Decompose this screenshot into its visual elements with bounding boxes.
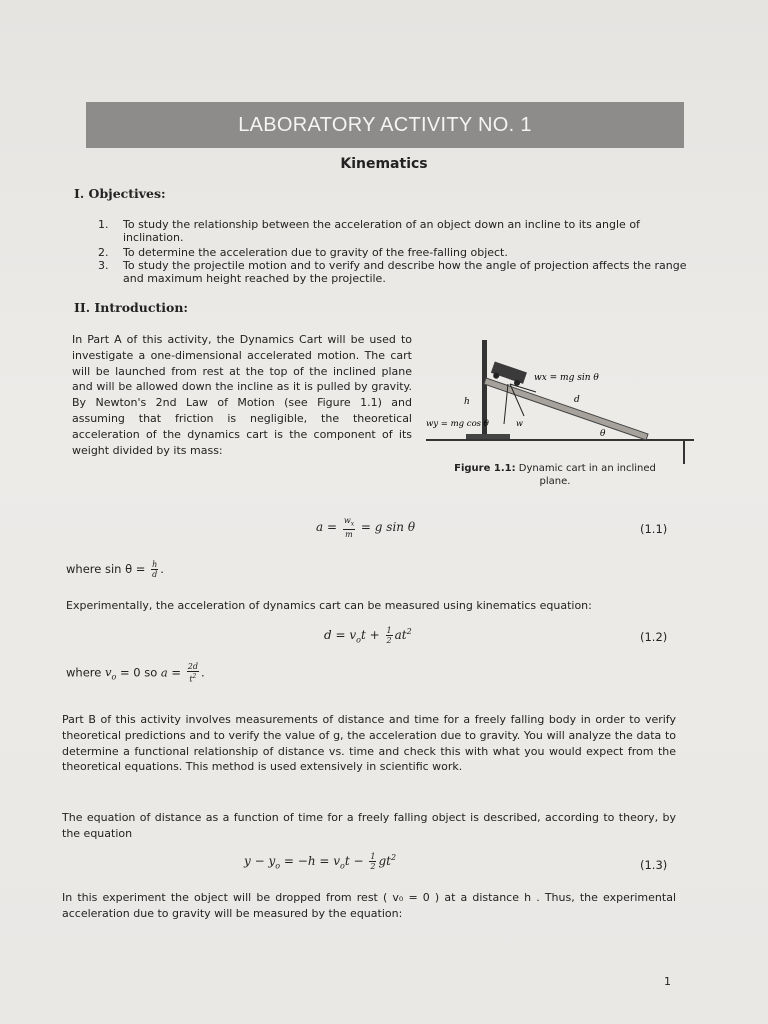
equation-1-2: $d = v_ot$ + $\frac{1}{2}$ $at^2$ xyxy=(324,626,412,645)
where-v0-prefix: where xyxy=(66,665,102,680)
intro-paragraph-2: Experimentally, the acceleration of dynamics cart can be measured using kinematics equation: xyxy=(66,599,592,612)
equation-1-2-number: (1.2) xyxy=(640,630,668,644)
intro-paragraph-1: In Part A of this activity, the Dynamics Cart will be used to investigate a one-dimensional accelerated motion. The cart will be launched from rest at the top of the inclined plane and will be allowed down the incline as it is pulled by gravity. By Newton's 2nd Law of Motion (see Figure 1.1) and assuming that friction is negligible, the theoretical acceleration of the dynamics cart is the component of its weight divided by its mass: xyxy=(72,333,412,457)
objective-number: 1. xyxy=(98,218,109,231)
intro-paragraph-3: Part B of this activity involves measurements of distance and time for a freely falling body in order to verify theoretical predictions and to verify the value of g, the acceleration due to gravity. You will analyze the data to determine a functional relationship of distance vs. time and check this with what you would expect from the theoretical equations. This method is used extensively in scientific work. xyxy=(62,713,676,774)
introduction-heading: II. Introduction: xyxy=(74,300,189,315)
label-w: w xyxy=(516,419,523,428)
figure-caption-text: Dynamic cart in an inclined plane. xyxy=(515,463,656,487)
equation-1-1-tail: = g sin θ xyxy=(360,519,416,534)
intro-paragraph-4: The equation of distance as a function of time for a freely falling object is described, according to theory, by the equation xyxy=(62,811,676,840)
equation-1-1-number: (1.1) xyxy=(640,522,668,536)
intro-paragraph-5: In this experiment the object will be dropped from rest ( v₀ = 0 ) at a distance h . Thus, the experimental acceleration due to gravity will be measured by the equation: xyxy=(62,891,676,920)
where-sin-theta: where sin θ = $\frac{h}{d}$ . xyxy=(66,560,164,579)
label-d: d xyxy=(574,395,580,405)
figure-caption xyxy=(440,462,670,488)
inclined-track xyxy=(484,378,648,440)
topic-title: Kinematics xyxy=(340,156,428,172)
where-sin-theta-prefix: where sin θ = xyxy=(66,562,146,576)
objective-text: To study the relationship between the acceleration of an object down an incline to its angle of inclination. xyxy=(123,218,640,244)
equation-1-3-number: (1.3) xyxy=(640,858,668,872)
where-v0: where $v_o = 0$ so a = $\frac{2d}{t^2}$ . xyxy=(66,662,205,684)
page-number: 1 xyxy=(664,975,671,988)
label-h: h xyxy=(464,397,470,407)
objectives-heading: I. Objectives: xyxy=(74,186,166,201)
lab-title: LABORATORY ACTIVITY NO. 1 xyxy=(238,113,532,136)
objective-number: 2. xyxy=(98,246,109,259)
label-wy: wy = mg cos θ xyxy=(426,419,489,429)
objective-number: 3. xyxy=(98,259,109,272)
equation-1-1: a = $\frac{w_x}{m}$ = g sin θ xyxy=(316,516,416,539)
incline-figure xyxy=(426,336,696,466)
equation-1-3: $y - y_o = -h = v_ot$ − $\frac{1}{2}$ $gt^2$ xyxy=(244,852,397,871)
label-theta: θ xyxy=(600,429,606,439)
objective-text: To determine the acceleration due to gravity of the free-falling object. xyxy=(123,246,508,259)
label-wx: wx = mg sin θ xyxy=(534,373,599,383)
objective-text: To study the projectile motion and to verify and describe how the angle of projection affects the range and maximum height reached by the projectile. xyxy=(123,259,687,285)
figure-caption-label: Figure 1.1: xyxy=(454,463,516,474)
lab-title-banner xyxy=(86,102,684,148)
